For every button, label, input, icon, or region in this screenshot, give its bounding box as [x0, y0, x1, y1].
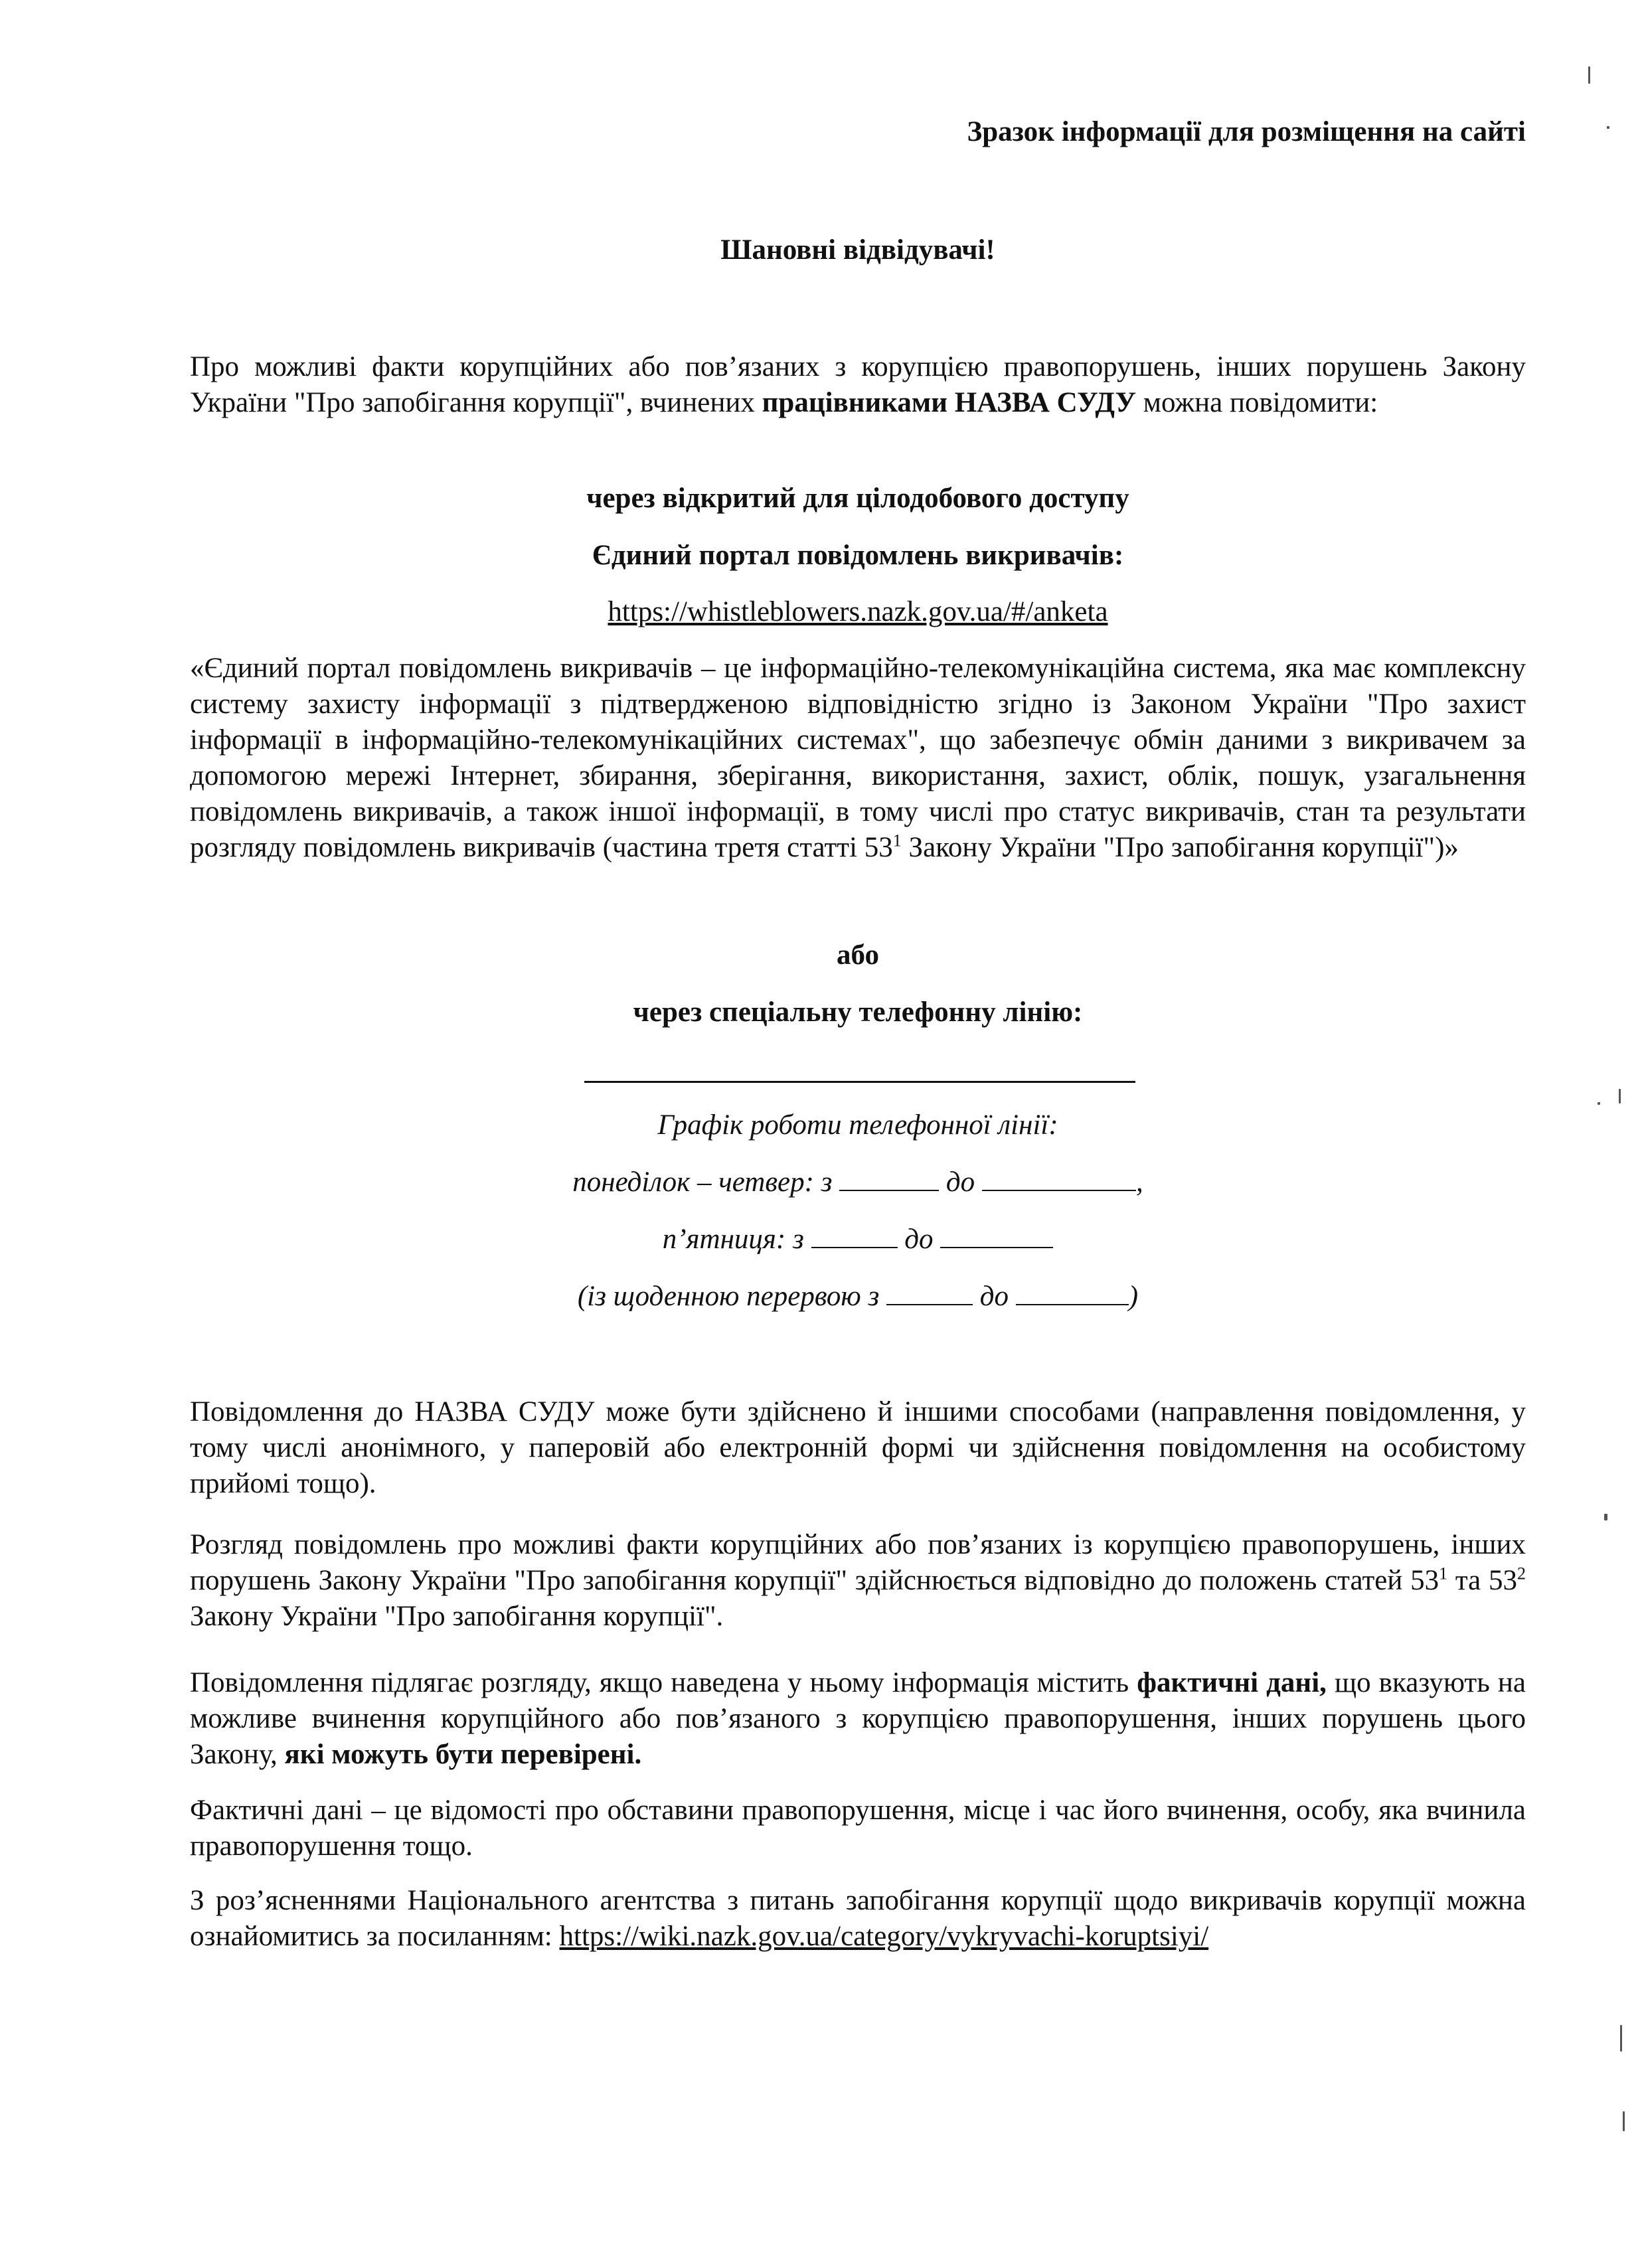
review-text-mid: та 53 — [1447, 1565, 1517, 1596]
scan-speck — [1623, 2111, 1625, 2131]
break-to-word: до — [979, 1281, 1009, 1312]
schedule-title: Графік роботи телефонної лінії: — [657, 1109, 1058, 1141]
sample-title: Зразок інформації для розміщення на сайті — [967, 116, 1526, 147]
intro-paragraph — [190, 349, 1526, 421]
mon-thu-from-blank — [839, 1166, 939, 1191]
portal-quote-end: Закону України "Про запобігання корупції")» — [901, 832, 1459, 863]
mon-thu-label: понеділок – четвер: з — [572, 1167, 833, 1198]
break-from-blank — [886, 1280, 973, 1305]
subject-bold-verifiable: які можуть бути перевірені. — [284, 1739, 642, 1770]
break-label: (із щоденною перервою з — [577, 1281, 880, 1312]
friday-to-blank — [940, 1223, 1053, 1248]
document-page — [190, 0, 1526, 2268]
portal-quote-paragraph — [190, 651, 1526, 866]
portal-line-1: через відкритий для цілодобового доступу — [586, 483, 1129, 514]
scan-speck — [1598, 1102, 1600, 1105]
subject-text-mid: що вказують на можливе вчинення корупційного або пов’язаного з корупцією правопорушення, інших порушень цього Закону, — [190, 1667, 1526, 1770]
friday-to-word: до — [904, 1224, 934, 1255]
or-word: або — [837, 939, 879, 971]
portal-url-line — [190, 594, 1526, 630]
scan-speck — [1588, 66, 1590, 84]
friday-from-blank — [811, 1223, 898, 1248]
scan-speck — [1607, 126, 1609, 129]
intro-text-end: можна повідомити: — [1136, 387, 1378, 418]
mon-thu-to-word: до — [945, 1167, 975, 1198]
explain-paragraph — [190, 1883, 1526, 1955]
phone-line-title: через спеціальну телефонну лінію: — [633, 997, 1083, 1028]
review-sup-1: 1 — [1439, 1564, 1448, 1583]
mon-thu-to-blank — [982, 1166, 1136, 1191]
other-ways-paragraph: Повідомлення до НАЗВА СУДУ може бути здійснено й іншими способами (направлення повідомлення, у тому числі анонімного, у паперовій або електронній формі чи здійснення повідомлення на особистому прийомі тощо). — [190, 1396, 1526, 1499]
scan-speck — [1619, 1089, 1621, 1103]
review-paragraph — [190, 1527, 1526, 1635]
subject-paragraph — [190, 1665, 1526, 1773]
facts-paragraph: Фактичні дані – це відомості про обставини правопорушення, місце і час його вчинення, особу, яка вчинила правопорушення тощо. — [190, 1795, 1526, 1862]
review-text-end: Закону України "Про запобігання корупції". — [190, 1601, 724, 1632]
mon-thu-comma: , — [1135, 1167, 1143, 1198]
phone-number-blank — [584, 1081, 1135, 1083]
subject-bold-facts: фактичні дані, — [1137, 1667, 1327, 1698]
intro-text: Про можливі факти корупційних або пов’язаних з корупцією правопорушень, інших порушень Закону України "Про запобігання корупції", вчинених — [190, 351, 1526, 418]
break-close-paren: ) — [1128, 1281, 1139, 1312]
portal-quote-sup: 1 — [892, 831, 902, 850]
scan-speck — [1604, 1514, 1607, 1520]
friday-label: п’ятниця: з — [662, 1224, 804, 1255]
intro-bold-employees: працівниками НАЗВА СУДУ — [762, 387, 1137, 418]
break-to-blank — [1016, 1280, 1129, 1305]
review-sup-2: 2 — [1517, 1564, 1526, 1583]
schedule-friday — [190, 1222, 1526, 1257]
portal-url-link[interactable]: https://whistleblowers.nazk.gov.ua/#/anketa — [608, 596, 1108, 627]
review-text: Розгляд повідомлень про можливі факти корупційних або пов’язаних із корупцією правопорушень, інших порушень Закону України "Про запобігання корупції" здійснюється відповідно до положень статей 53 — [190, 1529, 1526, 1596]
explain-text: З роз’ясненнями Національного агентства з питань запобігання корупції щодо викривачів корупції можна ознайомитись за посиланням: — [190, 1885, 1526, 1952]
subject-text: Повідомлення підлягає розгляду, якщо наведена у ньому інформація містить — [190, 1667, 1137, 1698]
portal-quote-text: «Єдиний портал повідомлень викривачів – це інформаційно-телекомунікаційна система, яка має комплексну систему захисту інформації з підтвердженою відповідністю згідно із Законом України "Про захист інформації в інформаційно-телекомунікаційних системах", що забезпечує обмін даними з викривачем за допомогою мережі Інтернет, збирання, зберігання, використання, захист, облік, пошук, узагальнення повідомлень викривачів, а також іншої інформації, в тому числі про статус викривачів, стан та результати розгляду повідомлень викривачів (частина третя статті 53 — [190, 653, 1526, 863]
portal-line-2: Єдиний портал повідомлень викривачів: — [592, 540, 1124, 571]
explain-url-link[interactable]: https://wiki.nazk.gov.ua/category/vykryvachi-koruptsiyi/ — [559, 1921, 1209, 1952]
greeting-heading: Шановні відвідувачі! — [720, 234, 995, 266]
scan-speck — [1620, 2025, 1622, 2052]
schedule-break — [190, 1279, 1526, 1315]
schedule-mon-thu — [190, 1165, 1526, 1200]
